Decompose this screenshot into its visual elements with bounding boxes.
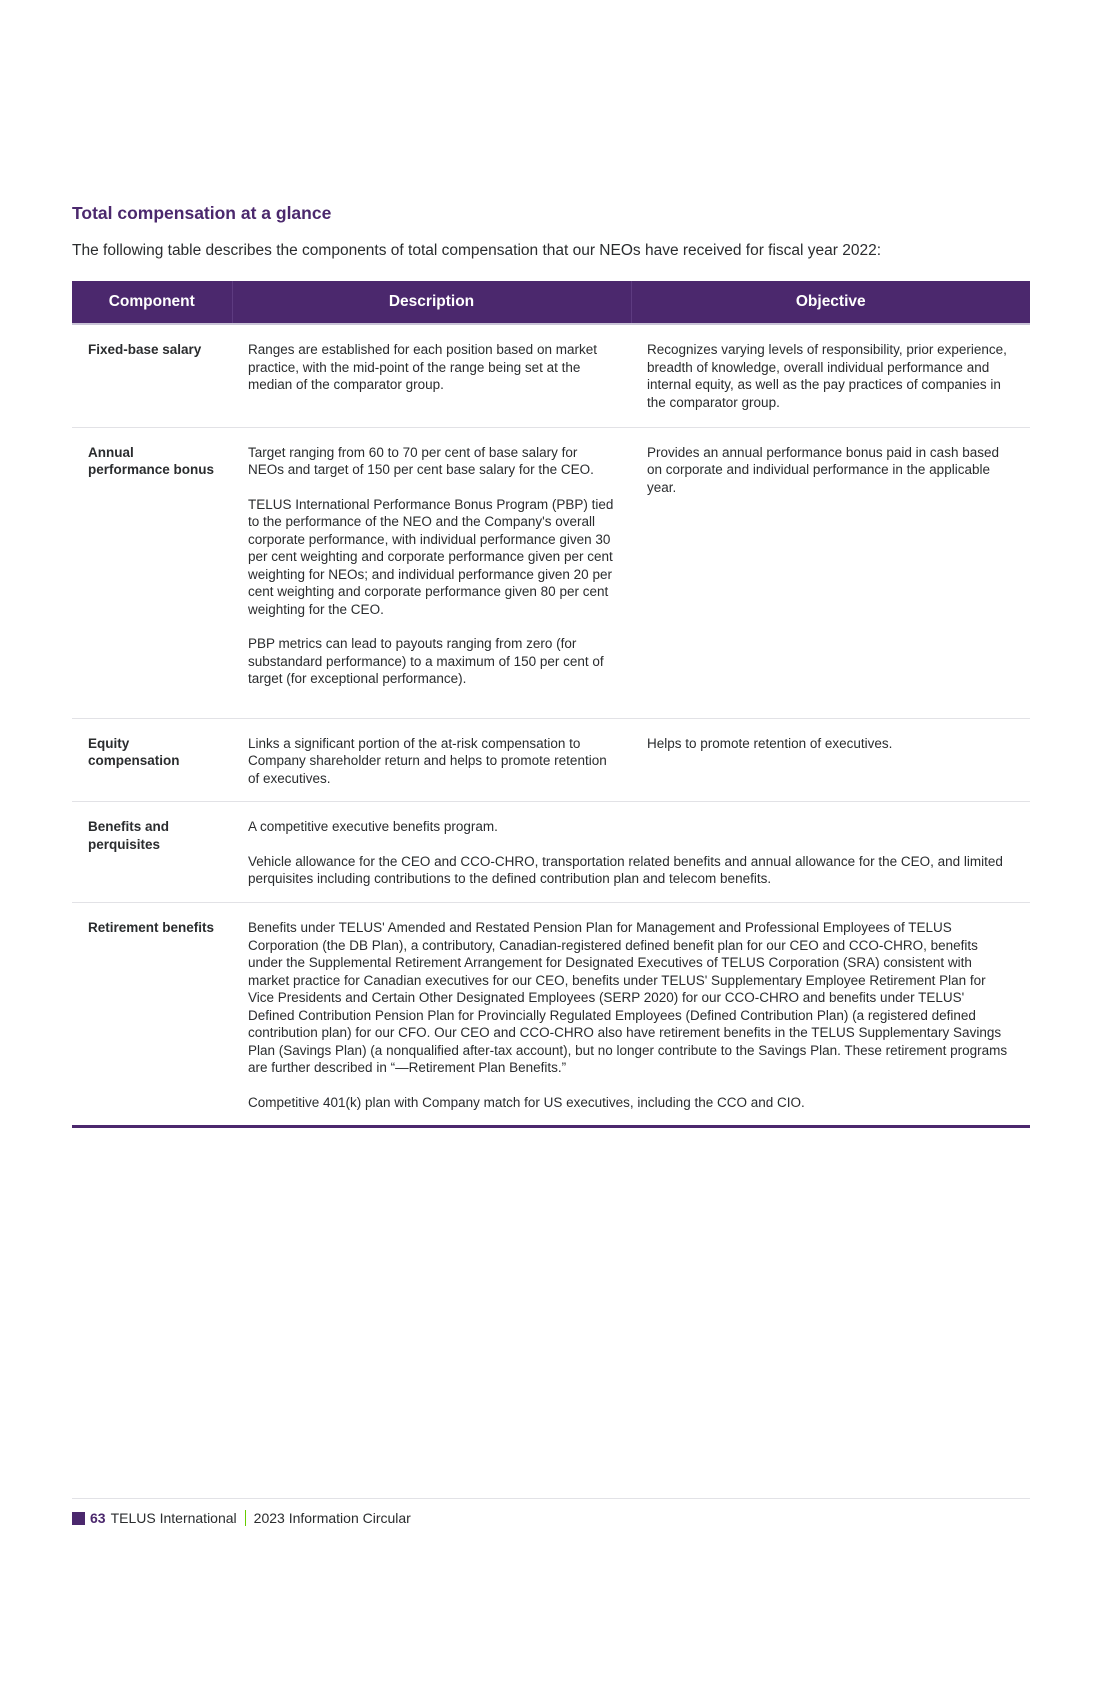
compensation-table	[72, 281, 1030, 1128]
table-row-annual-performance-bonus	[72, 427, 1030, 718]
description-paragraph: Benefits under TELUS' Amended and Restated Pension Plan for Management and Professional Employees of TELUS Corporation (the DB Plan), a contributory, Canadian-registered defined benefit plan for our CEO and CCO-CHRO, benefits under the Supplemental Retirement Arrangement for Designated Executives of TELUS Corporation (SRA) consistent with market practice for Canadian executives for our CEO, benefits under TELUS' Supplementary Employee Retirement Plan for Vice Presidents and Certain Other Designated Employees (SERP 2020) for our CCO-CHRO and benefits under TELUS' Defined Contribution Pension Plan for Provincially Regulated Employees (Defined Contribution Plan) (a registered defined contribution plan) for our CFO. Our CEO and CCO-CHRO also have retirement benefits in the TELUS Supplementary Savings Plan (Savings Plan) (a nonqualified after-tax account), but no longer contribute to the Savings Plan. These retirement programs are further described in “—Retirement Plan Benefits.”	[248, 920, 1008, 1075]
page-number: 63	[90, 1510, 106, 1526]
description-cell	[232, 903, 1030, 1127]
description-paragraph: TELUS International Performance Bonus Program (PBP) tied to the performance of the NEO and the Company's overall corporate performance, with individual performance given 30 per cent weighting and corporate performance given per cent weighting for NEOs; and individual performance given 20 per cent weighting and corporate performance given 80 per cent weighting for the CEO.	[248, 496, 614, 617]
description-cell	[232, 324, 631, 427]
description-paragraph: Ranges are established for each position based on market practice, with the mid-point of the range being set at the median of the comparator group.	[248, 342, 597, 392]
description-paragraph: Target ranging from 60 to 70 per cent of base salary for NEOs and target of 150 per cent base salary for the CEO.	[248, 444, 594, 477]
description-paragraph: A competitive executive benefits program.	[248, 819, 498, 834]
component-cell: Annual performance bonus	[72, 427, 232, 718]
footer-document-title: 2023 Information Circular	[253, 1510, 411, 1526]
intro-paragraph: The following table describes the components of total compensation that our NEOs have received for fiscal year 2022:	[72, 242, 882, 259]
component-cell: Retirement benefits	[88, 920, 215, 935]
section-title: Total compensation at a glance	[72, 203, 332, 223]
table-header-row	[72, 281, 1030, 324]
description-cell	[232, 802, 1030, 903]
table-row-fixed-base-salary	[72, 324, 1030, 427]
brand-square-icon	[72, 1512, 85, 1525]
description-paragraph: Competitive 401(k) plan with Company match for US executives, including the CCO and CIO.	[248, 1094, 805, 1110]
objective-cell: Recognizes varying levels of responsibility, prior experience, breadth of knowledge, overall individual performance and internal equity, as well as the pay practices of companies in the comparator group.	[631, 324, 1030, 427]
description-cell	[232, 427, 631, 718]
column-header-component: Component	[72, 281, 232, 324]
column-header-objective: Objective	[631, 281, 1030, 324]
table-row-retirement-benefits	[72, 903, 1030, 1127]
column-header-description: Description	[232, 281, 631, 324]
footer-separator	[245, 1510, 246, 1526]
component-cell: Benefits and perquisites	[72, 802, 232, 903]
component-cell: Equity compensation	[72, 718, 232, 802]
component-cell: Fixed-base salary	[72, 324, 232, 427]
description-paragraph: Vehicle allowance for the CEO and CCO-CHRO, transportation related benefits and annual allowance for the CEO, and limited perquisites including contributions to the defined contribution plan and telecom benefits.	[248, 853, 1003, 886]
page-footer	[72, 1510, 411, 1526]
table-row-equity-compensation	[72, 718, 1030, 802]
footer-divider	[72, 1498, 1030, 1499]
description-paragraph: PBP metrics can lead to payouts ranging from zero (for substandard performance) to a maximum of 150 per cent of target (for exceptional performance).	[248, 636, 604, 686]
description-cell	[232, 718, 631, 802]
footer-company: TELUS International	[110, 1510, 237, 1526]
description-paragraph: Links a significant portion of the at-risk compensation to Company shareholder return and helps to promote retention of executives.	[248, 735, 607, 786]
table-row-benefits-and-perquisites	[72, 802, 1030, 903]
objective-cell: Provides an annual performance bonus paid in cash based on corporate and individual performance in the applicable year.	[631, 427, 1030, 718]
objective-cell: Helps to promote retention of executives.	[631, 718, 1030, 802]
